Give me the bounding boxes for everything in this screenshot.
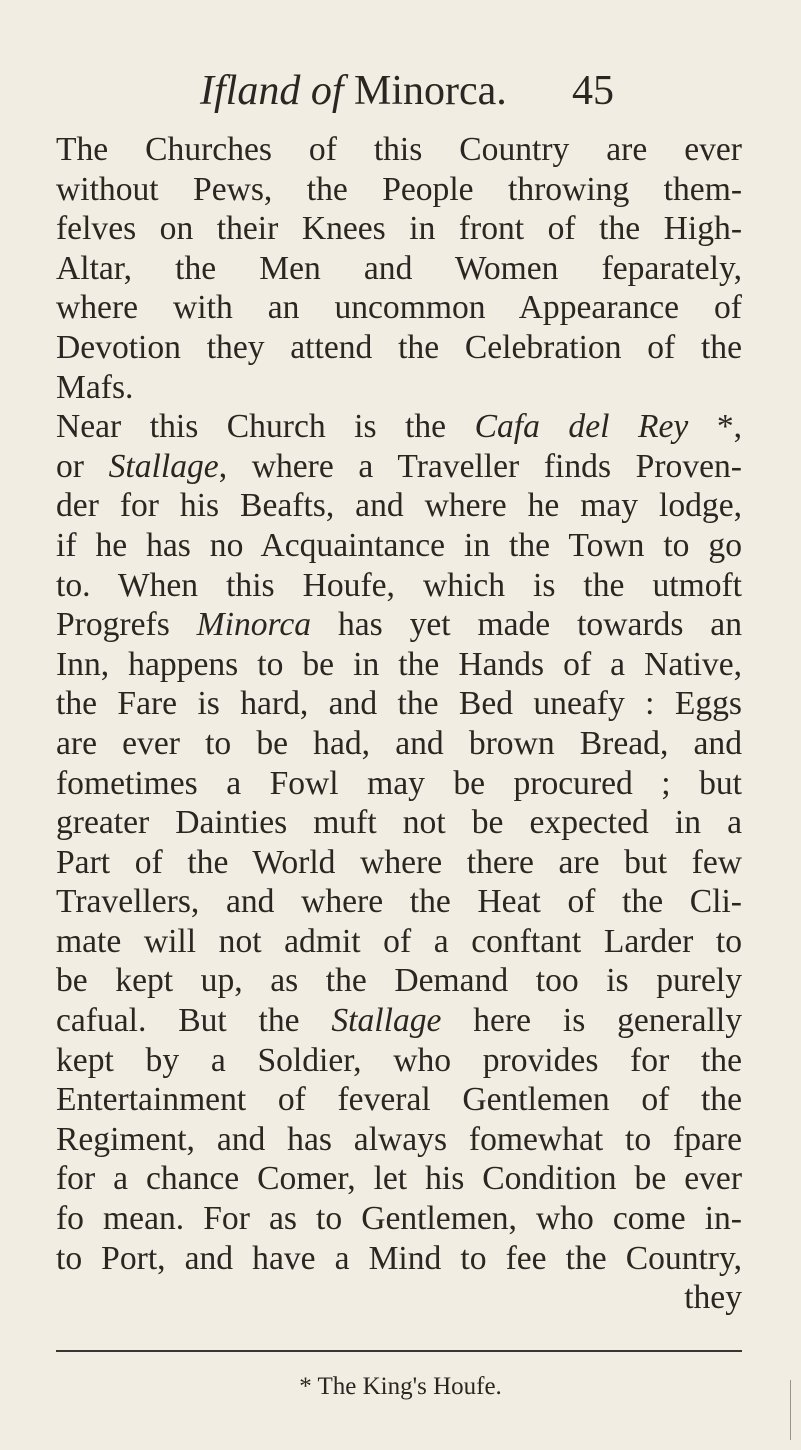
text-line: to Port, and have a Mind to fee the Country, [56, 1239, 742, 1277]
text-line: Inn, happens to be in the Hands of a Native, [56, 645, 742, 683]
text-line: fo mean. For as to Gentlemen, who come in- [56, 1200, 742, 1238]
text-line: fometimes a Fowl may be procured ; but [56, 764, 742, 802]
page-edge-line [790, 1380, 791, 1440]
text-run: , where a Traveller finds Proven- [218, 447, 742, 485]
text-line: the Fare is hard, and the Bed uneafy : Eggs [56, 685, 742, 723]
text-line: Entertainment of feveral Gentlemen of the [56, 1081, 742, 1119]
text-run: cafual. But the [56, 1002, 332, 1040]
text-line: be kept up, as the Demand too is purely [56, 962, 742, 1000]
running-head-roman: Minorca. [354, 68, 507, 114]
text-run: Progrefs [56, 606, 197, 644]
footnote-rule [56, 1350, 742, 1352]
text-line: Travellers, and where the Heat of the Cli- [56, 883, 742, 921]
page-number: 45 [572, 68, 614, 114]
text-line: Altar, the Men and Women feparately, [56, 249, 742, 287]
text-line: where with an uncommon Appearance of [56, 289, 742, 327]
text-run-italic: Cafa del Rey [474, 408, 689, 446]
text-run-italic: Stallage [331, 1002, 442, 1040]
text-run: *, [688, 408, 742, 446]
text-run: has yet made towards an [311, 606, 742, 644]
text-run: here is generally [441, 1002, 742, 1040]
text-line [56, 1001, 742, 1041]
text-line: Mafs. [56, 368, 134, 406]
text-line: for a chance Comer, let his Condition be ever [56, 1160, 742, 1198]
text-line: Devotion they attend the Celebration of the [56, 328, 742, 366]
text-line: to. When this Houfe, which is the utmoft [56, 566, 742, 604]
running-head [200, 66, 614, 116]
text-line: der for his Beafts, and where he may lodge, [56, 487, 742, 525]
running-head-italic: Ifland of [200, 68, 344, 114]
text-run: or [56, 447, 109, 485]
text-line: kept by a Soldier, who provides for the [56, 1041, 742, 1079]
text-run-italic: Stallage [108, 447, 219, 485]
text-line: The Churches of this Country are ever [56, 131, 742, 168]
text-line: felves on their Knees in front of the High- [56, 210, 742, 248]
text-line: Regiment, and has always fomewhat to fpare [56, 1120, 742, 1158]
text-line: greater Dainties muft not be expected in a [56, 804, 742, 842]
text-line: Part of the World where there are but few [56, 843, 742, 881]
catchword: they [684, 1279, 742, 1317]
text-line: are ever to be had, and brown Bread, and [56, 724, 742, 762]
text-line: if he has no Acquaintance in the Town to go [56, 526, 742, 564]
text-line [56, 407, 742, 447]
text-line: without Pews, the People throwing them- [56, 170, 742, 208]
body-text [56, 130, 742, 1318]
text-line [56, 447, 742, 487]
text-line: mate will not admit of a conftant Larder to [56, 922, 742, 960]
text-run-italic: Minorca [196, 606, 312, 644]
text-line [56, 605, 742, 645]
footnote: * The King's Houfe. [299, 1373, 502, 1400]
text-run: Near this Church is the [56, 408, 475, 446]
